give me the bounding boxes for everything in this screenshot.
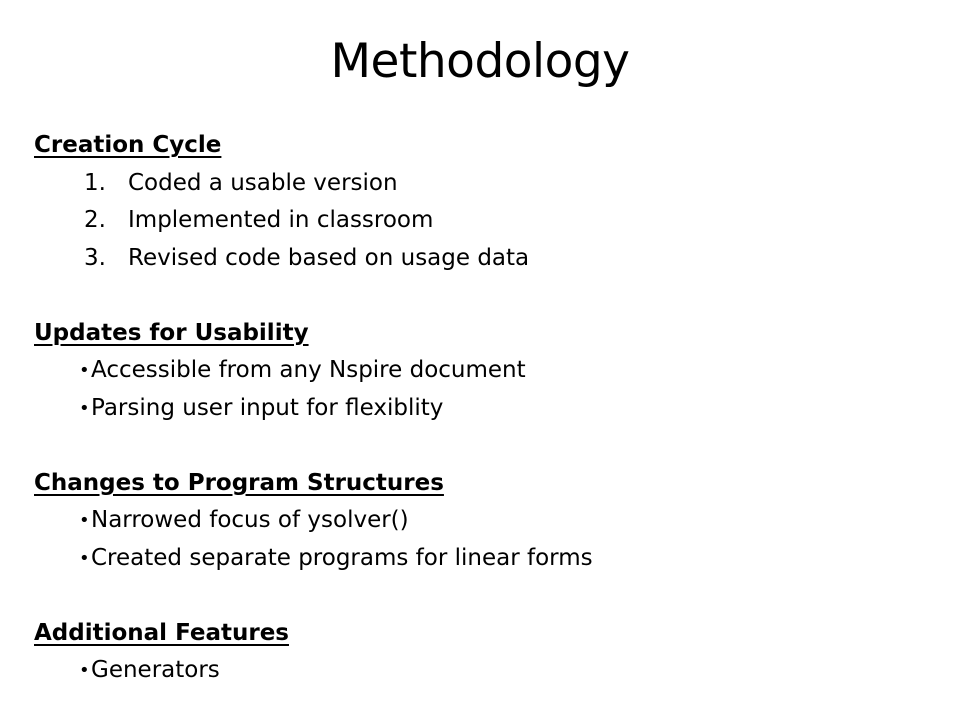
bullet-icon: • [79, 397, 90, 419]
bullet-list-item [34, 502, 934, 540]
list-number: 3. [84, 244, 106, 271]
slide-content [34, 127, 934, 690]
list-number: 1. [84, 169, 106, 196]
numbered-list-item [34, 165, 934, 203]
spacer [34, 277, 934, 315]
list-item-text: Coded a usable version [128, 169, 398, 196]
list-number: 2. [84, 207, 106, 233]
section-additional-features [34, 615, 934, 690]
list-item-text: Narrowed focus of ysolver() [91, 507, 409, 533]
list-item-text: Parsing user input for flexiblity [91, 394, 444, 421]
list-item-text: Revised code based on usage data [128, 244, 530, 271]
slide-title: Methodology [330, 34, 630, 89]
section-changes-to-program-structures [34, 465, 934, 578]
numbered-list-item [34, 240, 934, 278]
list-item-text: Implemented in classroom [128, 207, 434, 233]
spacer [34, 427, 934, 465]
section-updates-for-usability [34, 315, 934, 428]
section-heading: Additional Features [34, 619, 289, 646]
numbered-list-item [34, 202, 934, 240]
bullet-icon: • [79, 360, 90, 381]
bullet-list-item [34, 540, 934, 578]
section-heading: Changes to Program Structures [34, 469, 444, 496]
bullet-list-item [34, 652, 934, 690]
list-item-text: Generators [91, 657, 220, 683]
bullet-list-item [34, 352, 934, 390]
bullet-icon: • [79, 510, 90, 531]
list-item-text: Created separate programs for linear forms [91, 544, 593, 571]
spacer [34, 577, 934, 615]
section-heading: Updates for Usability [34, 319, 309, 346]
section-heading: Creation Cycle [34, 132, 222, 158]
list-item-text: Accessible from any Nspire document [91, 357, 526, 383]
bullet-list-item [34, 390, 934, 428]
bullet-icon: • [79, 660, 90, 681]
bullet-icon: • [79, 547, 90, 569]
section-creation-cycle [34, 127, 934, 277]
